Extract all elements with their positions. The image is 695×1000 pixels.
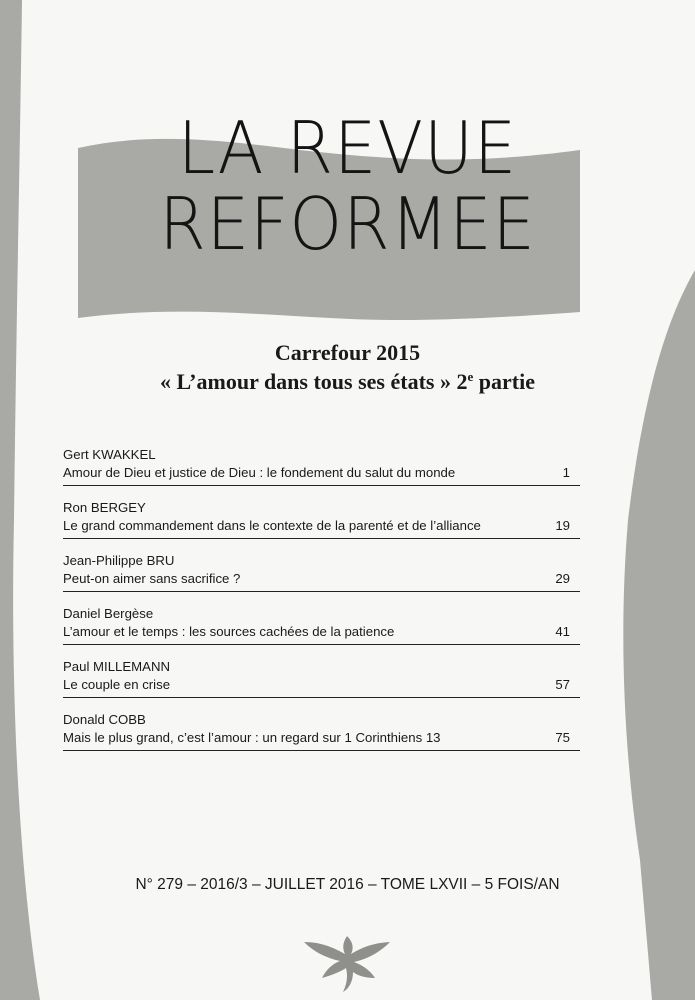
toc-page-number: 57 xyxy=(555,677,570,692)
issue-theme-text: « L’amour dans tous ses états » 2 xyxy=(160,369,468,394)
toc-entry[interactable] xyxy=(63,712,580,765)
toc-article-title: Amour de Dieu et justice de Dieu : le fondement du salut du monde xyxy=(63,465,456,480)
toc-author: Jean-Philippe BRU xyxy=(63,553,175,568)
toc-divider xyxy=(63,697,580,698)
toc-entry[interactable] xyxy=(63,553,580,606)
issue-theme xyxy=(0,369,695,395)
toc-article-title: Mais le plus grand, c’est l’amour : un regard sur 1 Corinthiens 13 xyxy=(63,730,441,745)
issue-theme-sup: e xyxy=(467,369,474,384)
masthead-title-line2: REFORMEE xyxy=(159,182,536,266)
toc-divider xyxy=(63,485,580,486)
toc-divider xyxy=(63,644,580,645)
toc-entry[interactable] xyxy=(63,606,580,659)
toc-author: Daniel Bergèse xyxy=(63,606,154,621)
issue-theme-suffix: partie xyxy=(473,369,535,394)
toc-page-number: 29 xyxy=(555,571,570,586)
toc-divider xyxy=(63,750,580,751)
toc-divider xyxy=(63,591,580,592)
table-of-contents xyxy=(63,447,580,765)
toc-page-number: 41 xyxy=(555,624,570,639)
toc-page-number: 19 xyxy=(555,518,570,533)
toc-page-number: 1 xyxy=(562,465,570,480)
toc-article-title: Peut-on aimer sans sacrifice ? xyxy=(63,571,241,586)
toc-article-title: L’amour et le temps : les sources cachées de la patience xyxy=(63,624,395,639)
toc-entry[interactable] xyxy=(63,447,580,500)
issue-info-line: N° 279 – 2016/3 – JUILLET 2016 – TOME LXVII – 5 FOIS/AN xyxy=(135,876,560,893)
toc-author: Gert KWAKKEL xyxy=(63,447,156,462)
toc-author: Ron BERGEY xyxy=(63,500,146,515)
masthead-title-line1: LA REVUE xyxy=(177,106,518,190)
toc-article-title: Le grand commandement dans le contexte de la parenté et de l’alliance xyxy=(63,518,481,533)
issue-heading: Carrefour 2015 xyxy=(274,340,421,365)
toc-author: Donald COBB xyxy=(63,712,146,727)
toc-article-title: Le couple en crise xyxy=(63,677,171,692)
toc-entry[interactable] xyxy=(63,500,580,553)
toc-page-number: 75 xyxy=(555,730,570,745)
dove-icon xyxy=(0,928,695,1000)
toc-author: Paul MILLEMANN xyxy=(63,659,171,674)
toc-entry[interactable] xyxy=(63,659,580,712)
toc-divider xyxy=(63,538,580,539)
